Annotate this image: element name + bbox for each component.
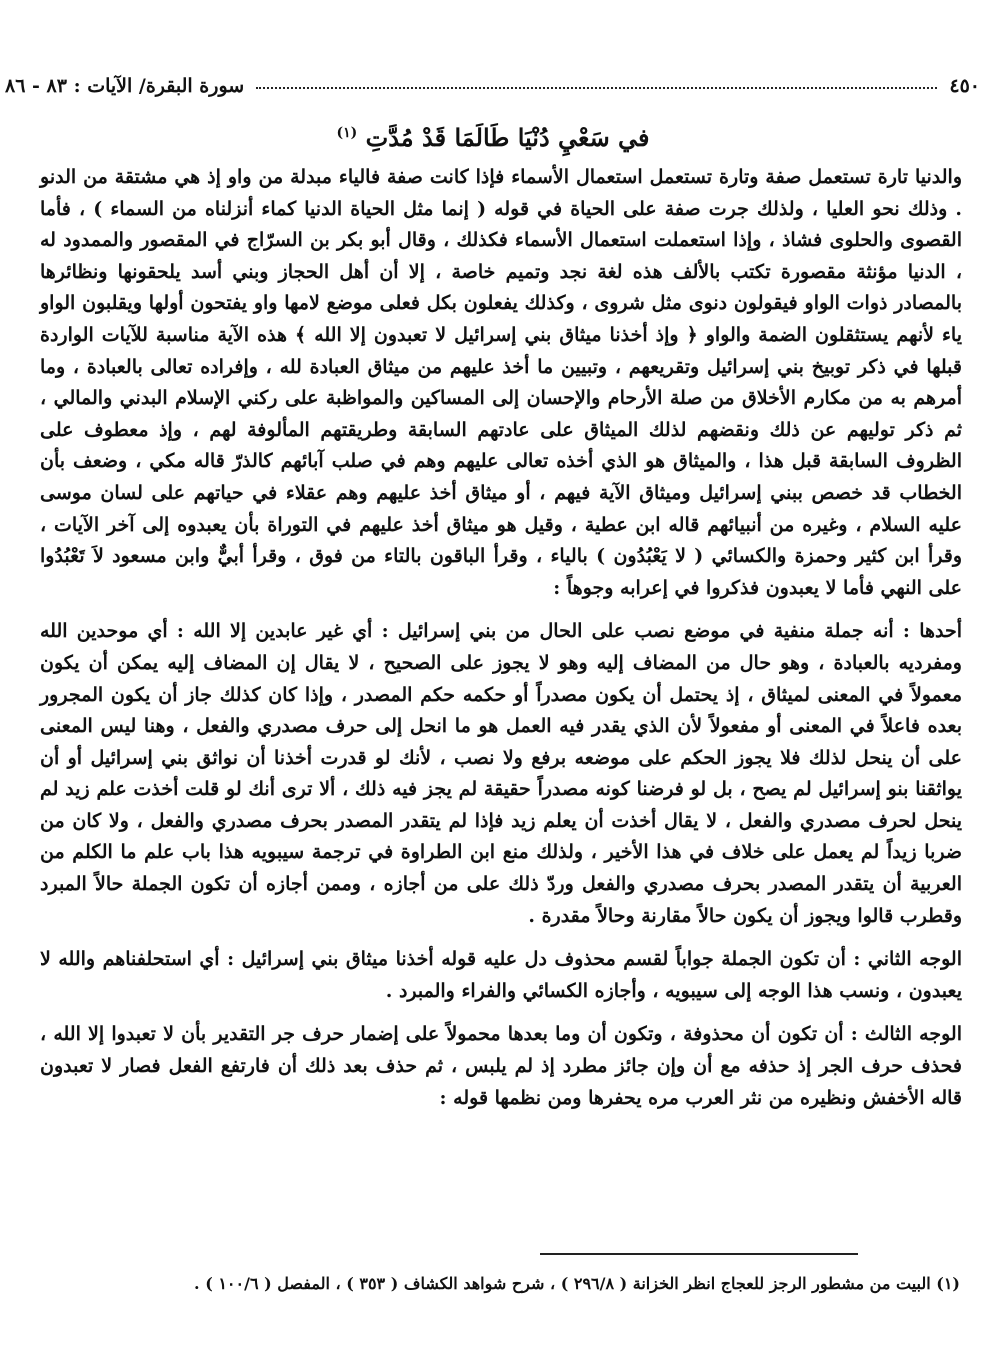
footnote [100, 1272, 960, 1296]
paragraph-intro [40, 162, 962, 604]
verse-text: في سَعْيِ دُنْيَا طَالَمَا قَدْ مُدَّتِ [365, 123, 650, 152]
verse-line [0, 123, 986, 152]
third-aspect-text: أن تكون أن محذوفة ، وتكون أن وما بعدها محمولاً على إضمار حرف جر التقدير بأن لا تعبدوا إلا الله ، فحذف حرف الجر إذ حذفه مع أن وإن جائز مطرد إذ لم يلبس ، ثم حذف بعد ذلك أن فارتفع الفعل فصار لا تعبدون قاله الأخفش ونظيره من نثر العرب مره يحفرها ومن نظمها قوله : [40, 1023, 962, 1109]
paragraph-second-aspect [40, 944, 962, 1007]
verse-footnote-ref: (١) [336, 125, 358, 141]
main-content [40, 162, 962, 1114]
first-aspect-label: أحدها : [902, 620, 962, 643]
second-aspect-text: أن تكون الجملة جواباً لقسم محذوف دل عليه قوله أخذنا ميثاق بني إسرائيل : أي استحلفناهم والله لا يعبدون ، ونسب هذا الوجه إلى سيبويه ، وأجازه الكسائي والفراء والمبرد . [40, 948, 962, 1002]
second-aspect-label: الوجه الثاني : [853, 948, 962, 971]
page-number: ٤٥٠ [949, 75, 980, 97]
third-aspect-label: الوجه الثالث : [850, 1023, 962, 1046]
chapter-title: سورة البقرة/ الآيات : ٨٣ - ٨٦ [5, 75, 245, 97]
page-header [5, 70, 980, 102]
paragraph-third-aspect [40, 1019, 962, 1114]
first-aspect-text: أنه جملة منفية في موضع نصب على الحال من بني إسرائيل : أي غير عابدين إلا الله : أي موحدين الله ومفرديه بالعبادة ، وهو حال من المضاف إليه وهو لا يجوز على الصحيح ، لا يقال إن المضاف إليه يمكن أن يكون معمولاً في المعنى لميثاق ، إذ يحتمل أن يكون مصدراً أو حكمه حكم المصدر ، وإذا كان كذلك جاز أن يكون المجرور بعده فاعلاً في المعنى أو مفعولاً لأن الذي يقدر فيه العمل هو ما انحل إلى حرف مصدري والفعل ، وهنا ليس المعنى على أن ينحل لذلك فلا يجوز الحكم على موضعه برفع ولا نصب ، لأنك لو قدرت أخذنا أن نواثق بني إسرائيل أو أن يواثقنا بنو إسرائيل لم يصح ، بل لو فرضنا كونه مصدراً حقيقة لم يجز فيه ذلك ، ألا ترى أنك لو قلت أخذت علم زيد لم ينحل لحرف مصدري والفعل ، لا يقال أخذت أن يعلم زيد فإذا لم يتقدر المصدر بحرف مصدري والفعل ، ولا كان من ضربا زيداً لم يعمل على خلاف في هذا الأخير ، ولذلك منع ابن الطراوة في ترجمة سيبويه هذا باب علم ما الكلم من العربية أن يتقدر المصدر بحرف مصدري والفعل وردّ ذلك على من أجازه ، وممن أجازه أن تكون الجملة حالاً المبرد وقطرب قالوا ويجوز أن يكون حالاً مقارنة وحالاً مقدرة . [40, 620, 962, 927]
paragraph-intro-text: والدنيا تارة تستعمل صفة وتارة تستعمل استعمال الأسماء فإذا كانت صفة فالياء مبدلة من واو إذ هي مشتقة من الدنو . وذلك نحو العليا ، ولذلك جرت صفة على الحياة في قوله ( إنما مثل الحياة الدنيا كماء أنزلناه من السماء ) ، فأما القصوى والحلوى فشاذ ، وإذا استعملت استعمال الأسماء فكذلك ، وقال أبو بكر بن السرّاج في المقصور والممدود له ، الدنيا مؤنثة مقصورة تكتب بالألف هذه لغة نجد وتميم خاصة ، إلا أن أهل الحجاز وبني أسد يلحقونها ونظائرها بالمصادر ذوات الواو فيقولون دنوى مثل شروى ، وكذلك يفعلون بكل فعلى موضع لامها واو يفتحون أولها ويقلبون الواو ياء لأنهم يستثقلون الضمة والواو ﴿ وإذ أخذنا ميثاق بني إسرائيل لا تعبدون إلا الله ﴾ هذه الآية مناسبة للآيات الواردة قبلها في ذكر توبيخ بني إسرائيل وتقريعهم ، وتبيين ما أخذ عليهم من ميثاق العبادة لله ، وإفراده تعالى بالعبادة ، وما أمرهم به من مكارم الأخلاق من صلة الأرحام والإحسان إلى المساكين والمواظبة على ركني الإسلام البدني والمالي ، ثم ذكر توليهم عن ذلك ونقضهم لذلك الميثاق على عادتهم السابقة وطريقتهم المألوفة لهم ، وإذ معطوف على الظروف السابقة قبل هذا ، والميثاق هو الذي أخذه تعالى عليهم وهم في صلب آبائهم كالذرّ قاله مكي ، وضعف بأن الخطاب قد خصص ببني إسرائيل وميثاق الآية فيهم ، أو ميثاق أخذ عليهم وهم عقلاء في حياتهم على لسان موسى عليه السلام ، وغيره من أنبيائهم قاله ابن عطية ، وقيل هو ميثاق أخذ عليهم في التوراة بأن يعبدوه إلى آخر الآيات ، وقرأ ابن كثير وحمزة والكسائي ( لا يَعْبُدُون ) بالياء ، وقرأ الباقون بالتاء من فوق ، وقرأ أبيٌّ وابن مسعود لاَ تَعْبُدُوا على النهي فأما لا يعبدون فذكروا في إعرابه وجوهاً : [40, 166, 962, 599]
paragraph-first-aspect [40, 616, 962, 932]
header-dot-leader [256, 87, 937, 89]
footnote-divider [540, 1253, 858, 1255]
footnote-text: (١) البيت من مشطور الرجز للعجاج انظر الخزانة ( ٢٩٦/٨ ) ، شرح شواهد الكشاف ( ٣٥٣ ) ، المفصل ( ١٠٠/٦ ) . [194, 1274, 960, 1293]
